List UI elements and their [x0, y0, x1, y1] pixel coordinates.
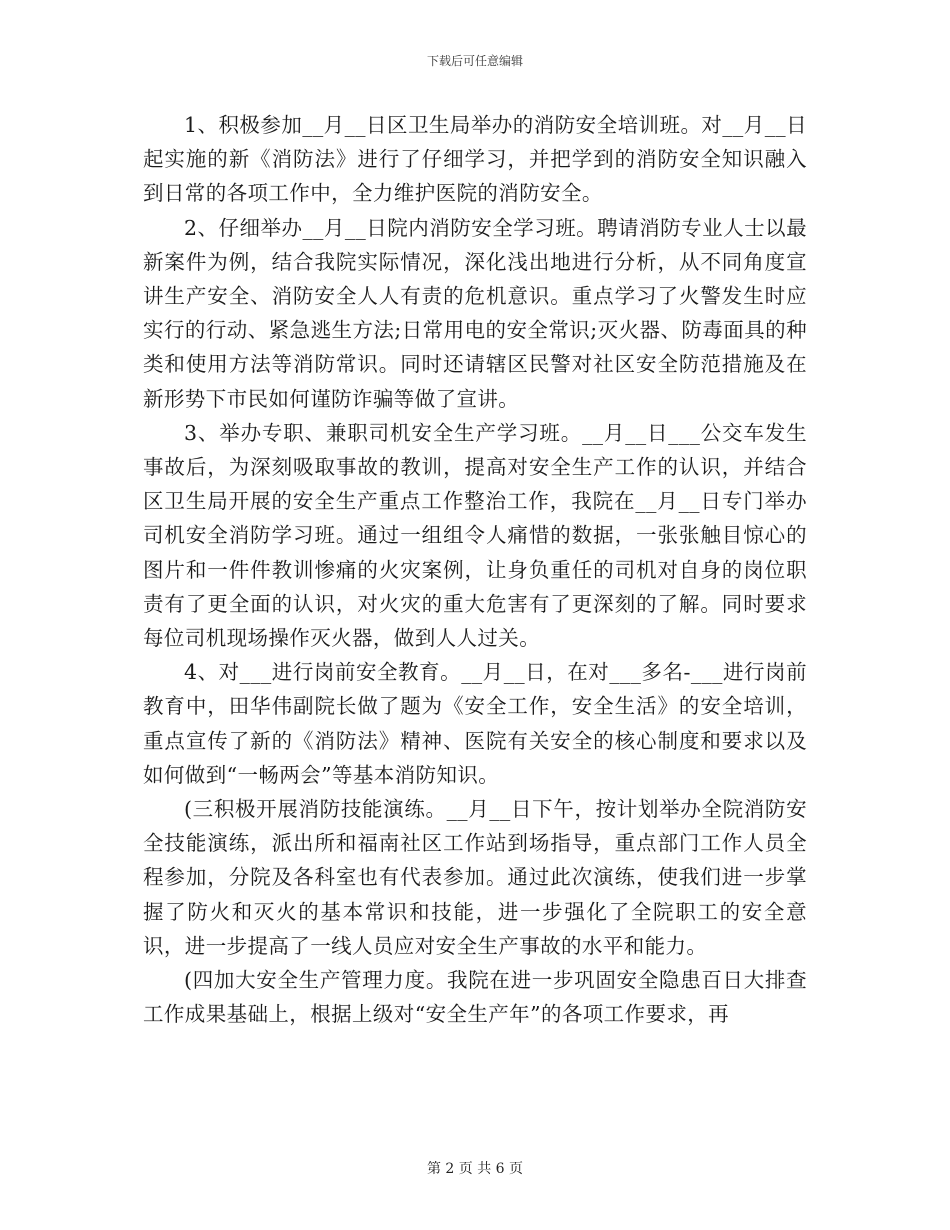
paragraph-1: 1、积极参加__月__日区卫生局举办的消防安全培训班。对__月__日起实施的新《消防法》进行了仔细学习，并把学到的消防安全知识融入到日常的各项工作中，全力维护医院的消防安全。	[143, 113, 807, 206]
paragraph-4: 4、对___进行岗前安全教育。__月__日，在对___多名-___进行岗前教育中，田华伟副院长做了题为《安全工作，安全生活》的安全培训，重点宣传了新的《消防法》精神、医院有关安全的核心制度和要求以及如何做到“一畅两会”等基本消防知识。	[143, 660, 807, 787]
paragraph-3: 3、举办专职、兼职司机安全生产学习班。__月__日___公交车发生事故后，为深刻吸取事故的教训，提高对安全生产工作的认识，并结合区卫生局开展的安全生产重点工作整治工作，我院在__月__日专门举办司机安全消防学习班。通过一组组令人痛惜的数据，一张张触目惊心的图片和一件件教训惨痛的火灾案例，让身负重任的司机对自身的岗位职责有了更全面的认识，对火灾的重大危害有了更深刻的了解。同时要求每位司机现场操作灭火器，做到人人过关。	[143, 420, 807, 651]
paragraph-5: (三积极开展消防技能演练。__月__日下午，按计划举办全院消防安全技能演练，派出所和福南社区工作站到场指导，重点部门工作人员全程参加，分院及各科室也有代表参加。通过此次演练，使我们进一步掌握了防火和灭火的基本常识和技能，进一步强化了全院职工的安全意识，进一步提高了一线人员应对安全生产事故的水平和能力。	[143, 797, 807, 958]
page-number: 第 2 页 共 6 页	[426, 1161, 524, 1177]
document-body	[143, 108, 807, 1031]
page-header: 下载后可任意编辑	[426, 54, 523, 68]
paragraph-2: 2、仔细举办__月__日院内消防安全学习班。聘请消防专业人士以最新案件为例，结合我院实际情况，深化浅出地进行分析，从不同角度宣讲生产安全、消防安全人人有责的危机意识。重点学习了火警发生时应实行的行动、紧急逃生方法;日常用电的安全常识;灭火器、防毒面具的种类和使用方法等消防常识。同时还请辖区民警对社区安全防范措施及在新形势下市民如何谨防诈骗等做了宣讲。	[143, 215, 807, 411]
paragraph-6: (四加大安全生产管理力度。我院在进一步巩固安全隐患百日大排查工作成果基础上，根据上级对“安全生产年”的各项工作要求，再	[143, 968, 807, 1027]
